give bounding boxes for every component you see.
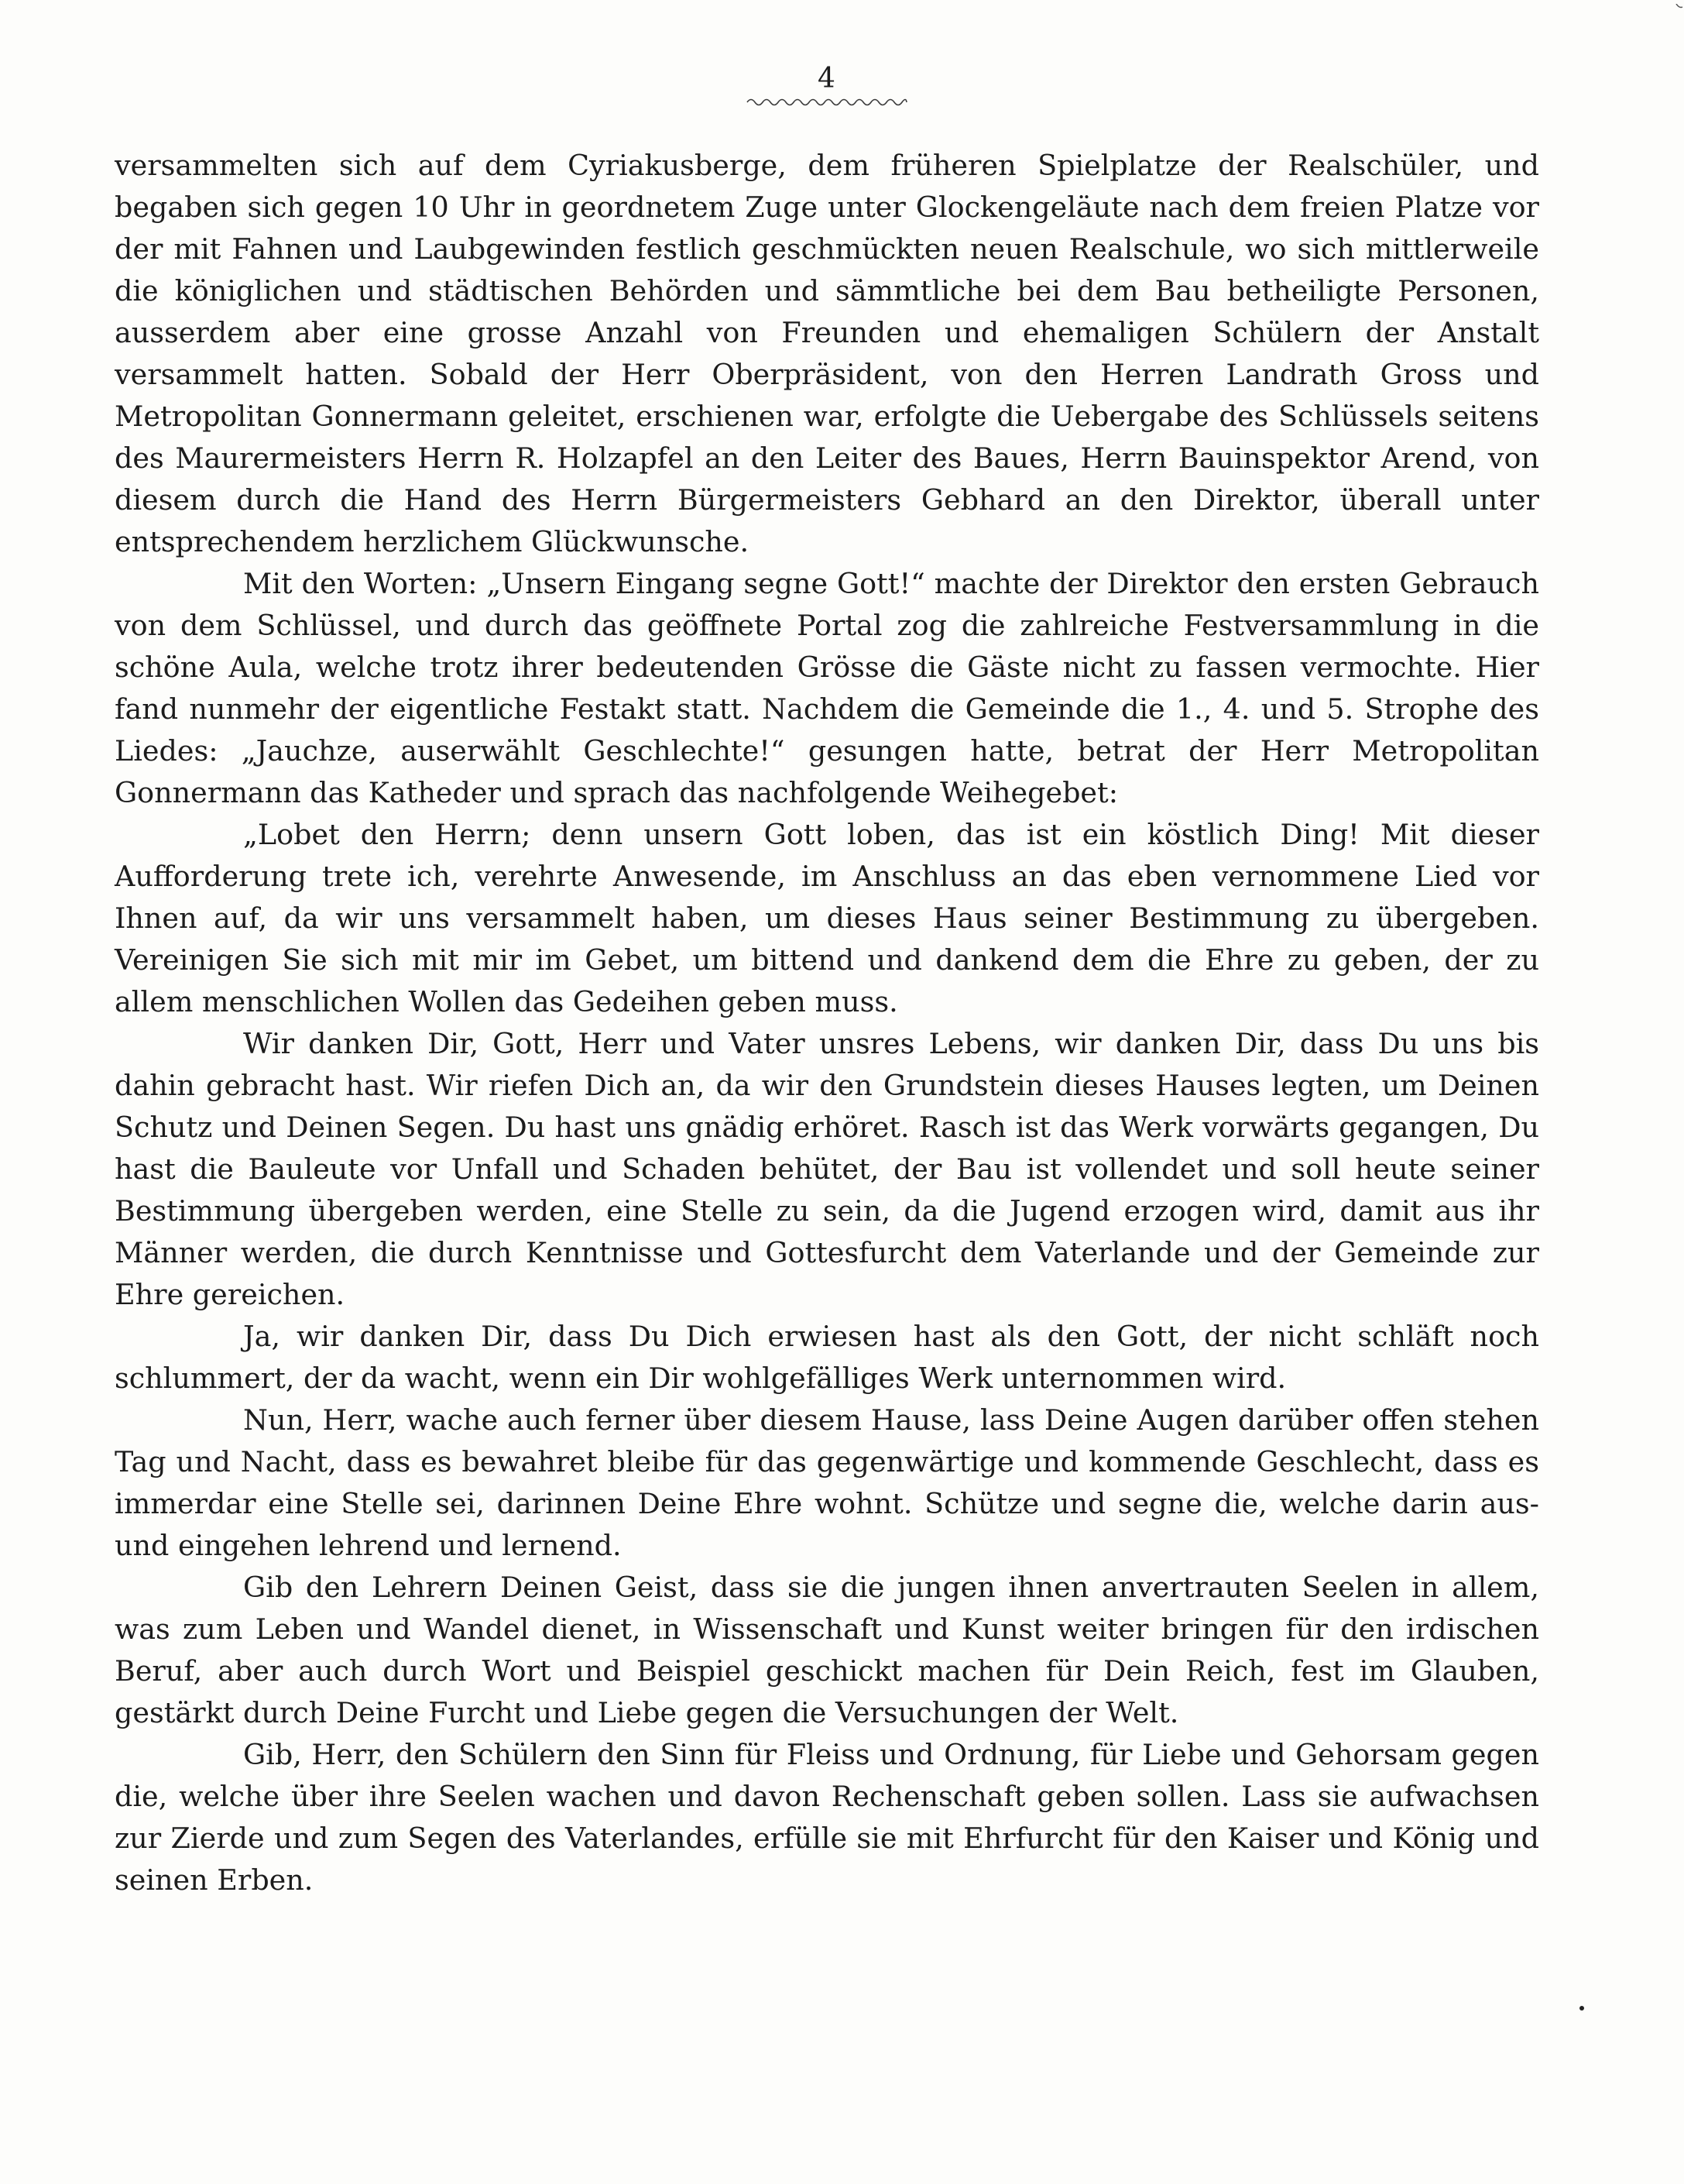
paragraph: „Lobet den Herrn; denn unsern Gott loben, das ist ein köstlich Ding! Mit dieser Aufforderung trete ich, verehrte Anwesende, im Anschluss an das eben vernommene Lied vor Ihnen auf, da wir uns versammelt haben, um dieses Haus seiner Bestimmung zu übergeben. Vereinigen Sie sich mit mir im Gebet, um bittend und dankend dem die Ehre zu geben, der zu allem menschlichen Wollen das Gedeihen geben muss. [115,818,1539,1018]
wavy-rule-ornament [746,96,908,108]
corner-mark [1669,0,1684,8]
paragraph: Mit den Worten: „Unsern Eingang segne Gott!“ machte der Direktor den ersten Gebrauch von dem Schlüssel, und durch das geöffnete Portal zog die zahlreiche Festversammlung in die schöne Aula, welche trotz ihrer bedeutenden Grösse die Gäste nicht zu fassen vermochte. Hier fand nunmehr der eigentliche Festakt statt. Nachdem die Gemeinde die 1., 4. und 5. Strophe des Liedes: „Jauchze, auserwählt Geschlechte!“ gesungen hatte, betrat der Herr Metropolitan Gonnermann das Katheder und sprach das nachfolgende Weihegebet: [115,567,1539,809]
paragraph: Gib, Herr, den Schülern den Sinn für Fleiss und Ordnung, für Liebe und Gehorsam gegen die, welche über ihre Seelen wachen und davon Rechenschaft geben sollen. Lass sie aufwachsen zur Zierde und zum Segen des Vaterlandes, erfülle sie mit Ehrfurcht für den Kaiser und König und seinen Erben. [115,1738,1539,1897]
specks [1579,2006,1584,2011]
paragraph: Gib den Lehrern Deinen Geist, dass sie die jungen ihnen anvertrauten Seelen in allem, was zum Leben und Wandel dienet, in Wissenschaft und Kunst weiter bringen für den irdischen Beruf, aber auch durch Wort und Beispiel geschickt machen für Dein Reich, fest im Glauben, gestärkt durch Deine Furcht und Liebe gegen die Versuchungen der Welt. [115,1571,1539,1729]
page-number: 4 [818,63,835,94]
paragraph: Nun, Herr, wache auch ferner über diesem Hause, lass Deine Augen darüber offen stehen Tag und Nacht, dass es bewahret bleibe für das gegenwärtige und kommende Geschlecht, dass es immerdar eine Stelle sei, darinnen Deine Ehre wohnt. Schütze und segne die, welche darin aus- und eingehen lehrend und lernend. [115,1403,1539,1562]
body-text [115,145,1539,1901]
paragraph: versammelten sich auf dem Cyriakusberge, dem früheren Spielplatze der Realschüler, und begaben sich gegen 10 Uhr in geordnetem Zuge unter Glockengeläute nach dem freien Platze vor der mit Fahnen und Laubgewinden festlich geschmückten neuen Realschule, wo sich mittlerweile die königlichen und städtischen Behörden und sämmtliche bei dem Bau betheiligte Personen, ausserdem aber eine grosse Anzahl von Freunden und ehemaligen Schülern der Anstalt versammelt hatten. Sobald der Herr Oberpräsident, von den Herren Landrath Gross und Metropolitan Gonnermann geleitet, erschienen war, erfolgte die Uebergabe des Schlüssels seitens des Maurermeisters Herrn R. Holzapfel an den Leiter des Baues, Herrn Bauinspektor Arend, von diesem durch die Hand des Herrn Bürgermeisters Gebhard an den Direktor, überall unter entsprechendem herzlichem Glückwunsche. [115,149,1539,558]
paragraph: Wir danken Dir, Gott, Herr und Vater unsres Lebens, wir danken Dir, dass Du uns bis dahin gebracht hast. Wir riefen Dich an, da wir den Grundstein dieses Hauses legten, um Deinen Schutz und Deinen Segen. Du hast uns gnädig erhöret. Rasch ist das Werk vorwärts gegangen, Du hast die Bauleute vor Unfall und Schaden behütet, der Bau ist vollendet und soll heute seiner Bestimmung übergeben werden, eine Stelle zu sein, da die Jugend erzogen wird, damit aus ihr Männer werden, die durch Kenntnisse und Gottesfurcht dem Vaterlande und der Gemeinde zur Ehre gereichen. [115,1027,1539,1311]
paragraph: Ja, wir danken Dir, dass Du Dich erwiesen hast als den Gott, der nicht schläft noch schlummert, der da wacht, wenn ein Dir wohlgefälliges Werk unternommen wird. [115,1320,1539,1395]
